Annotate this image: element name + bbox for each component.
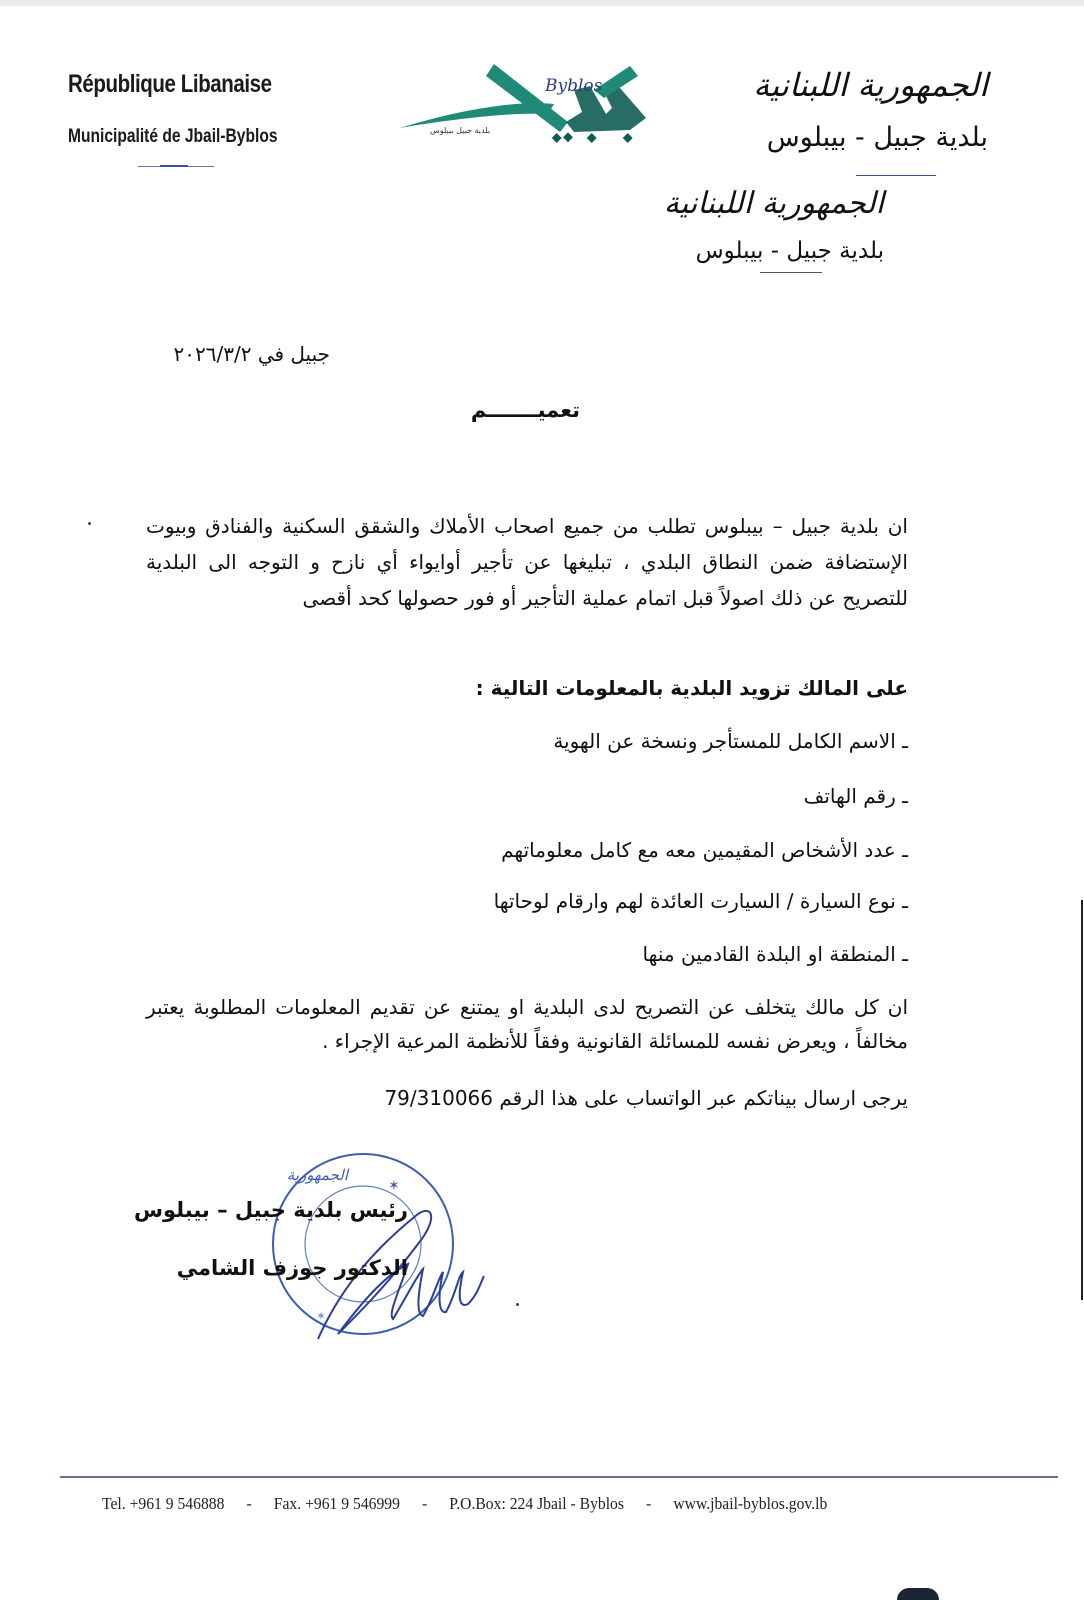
letter-paragraph-2: ان كل مالك يتخلف عن التصريح لدى البلدية او يمتنع عن تقديم المعلومات المطلوبة يعتبر مخالفاً ، ويعرض نفسه للمسائلة القانونية وفقاً للأنظمة المرعية الإجراء .	[146, 995, 908, 1053]
requirement-item: ـ الاسم الكامل للمستأجر ونسخة عن الهوية	[553, 729, 908, 753]
footer-separator: -	[246, 1494, 252, 1513]
requirement-item: ـ رقم الهاتف	[803, 784, 908, 808]
scan-right-edge	[1081, 900, 1083, 1300]
scan-top-edge	[0, 0, 1084, 6]
stamp-text: الجمهورية	[286, 1166, 348, 1184]
logo-diamond-2	[563, 132, 573, 142]
logo-script-text: Byblos	[545, 76, 603, 96]
logo-caption: بلدية جبيل بيبلوس	[430, 126, 491, 135]
stamp-star-icon: ✶	[388, 1178, 400, 1194]
footer-website: www.jbail-byblos.gov.lb	[673, 1494, 828, 1513]
signatory-title: رئيس بلدية جبيل – بيبلوس	[134, 1198, 408, 1222]
stamp-star-icon: ✶	[316, 1309, 327, 1323]
requirement-item: ـ المنطقة او البلدة القادمين منها	[642, 942, 908, 966]
header-stamp-subtitle: بلدية جبيل - بيبلوس	[695, 238, 884, 264]
letter-subject: تعميـــــــم	[470, 398, 580, 422]
logo-diamond-1	[552, 133, 562, 143]
footer-contact	[102, 1494, 827, 1514]
requirement-item: ـ عدد الأشخاص المقيمين معه مع كامل معلوماتهم	[501, 838, 908, 862]
requirements-heading: على المالك تزويد البلدية بالمعلومات التالية :	[475, 676, 908, 700]
logo-diamond-4	[623, 133, 633, 143]
header-stamp-title: الجمهورية اللبنانية	[663, 186, 884, 221]
signatory-name: الدكتور جوزف الشامي	[176, 1256, 408, 1280]
footer-tel: Tel. +961 9 546888	[102, 1494, 225, 1513]
scan-speck	[88, 522, 91, 525]
header-stamp-rule	[760, 272, 822, 273]
footer-po-box: P.O.Box: 224 Jbail - Byblos	[449, 1494, 624, 1513]
letter-date: جبيل في ٢٠٢٦/٣/٢	[173, 342, 330, 366]
logo-diamond-3	[587, 133, 597, 143]
french-header-rule-accent	[160, 165, 188, 167]
requirement-item: ـ نوع السيارة / السيارت العائدة لهم وارقام لوحاتها	[493, 889, 908, 913]
municipal-stamp	[258, 1144, 488, 1354]
scan-speck	[516, 1303, 519, 1306]
footer-rule	[60, 1476, 1058, 1478]
french-header-title: République Libanaise	[68, 70, 272, 98]
arabic-header-subtitle: بلدية جبيل - بيبلوس	[766, 122, 988, 153]
whatsapp-note: يرجى ارسال بيناتكم عبر الواتساب على هذا الرقم 79/310066	[384, 1086, 908, 1110]
footer-separator: -	[646, 1494, 652, 1513]
arabic-header-title: الجمهورية اللبنانية	[753, 66, 988, 104]
logo-stroke-1	[486, 64, 568, 132]
footer-separator: -	[422, 1494, 428, 1513]
arabic-header-rule	[856, 175, 936, 176]
footer-fax: Fax. +961 9 546999	[273, 1494, 400, 1513]
letter-paragraph-1: ان بلدية جبيل – بيبلوس تطلب من جميع اصحاب الأملاك والشقق السكنية والفنادق وبيوت الإستضافة ضمن النطاق البلدي ، تبليغها عن تأجير أوايواء أي نازح و التوجه الى البلدية للتصريح عن ذلك اصولاً قبل اتمام عملية التأجير أو فور حصولها كحد أقصى	[146, 514, 908, 610]
french-header-subtitle: Municipalité de Jbail-Byblos	[68, 126, 278, 147]
scan-dark-corner	[897, 1588, 939, 1600]
